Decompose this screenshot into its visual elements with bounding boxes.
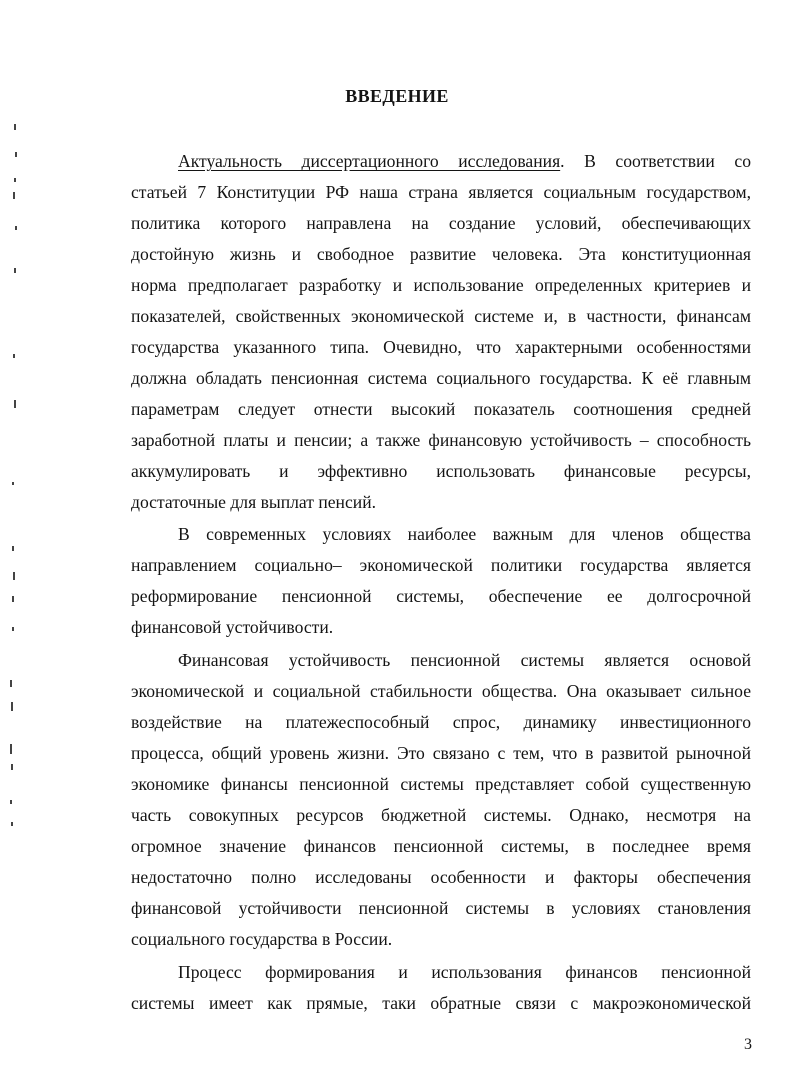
paragraph-1-line-7: государства указанного типа. Очевидно, что характерными особенностями: [131, 337, 751, 357]
page-title: ВВЕДЕНИЕ: [345, 86, 449, 106]
paragraph-1-line-3: политика которого направлена на создание условий, обеспечивающих: [131, 213, 751, 233]
paragraph-3-line-6: часть совокупных ресурсов бюджетной системы. Однако, несмотря на: [131, 805, 751, 825]
paragraph-3-line-9: финансовой устойчивости пенсионной системы в условиях становления: [131, 898, 751, 918]
paragraph-2-line-2: направлением социально– экономической политики государства является: [131, 555, 751, 575]
paragraph-1-line-5: норма предполагает разработку и использование определенных критериев и: [131, 275, 751, 295]
paragraph-3-line-10: социального государства в России.: [131, 929, 393, 949]
paragraph-1-line-6: показателей, свойственных экономической системе и, в частности, финансам: [131, 306, 751, 326]
paragraph-1-line-9: параметрам следует отнести высокий показатель соотношения средней: [131, 399, 751, 419]
paragraph-3-line-5: экономике финансы пенсионной системы представляет собой существенную: [131, 774, 751, 794]
paragraph-1-line-2: статьей 7 Конституции РФ наша страна является социальным государством,: [131, 182, 751, 202]
paragraph-1-line-11: аккумулировать и эффективно использовать финансовые ресурсы,: [131, 461, 751, 481]
paragraph-1-line-1: Актуальность диссертационного исследования. В соответствии со: [178, 151, 751, 171]
paragraph-1-line-4: достойную жизнь и свободное развитие человека. Эта конституционная: [131, 244, 751, 264]
paragraph-4-line-1: Процесс формирования и использования финансов пенсионной: [178, 962, 751, 982]
paragraph-4-line-2: системы имеет как прямые, таки обратные связи с макроэкономической: [131, 993, 751, 1013]
paragraph-2-line-1: В современных условиях наиболее важным для членов общества: [178, 524, 751, 544]
paragraph-3-line-4: процесса, общий уровень жизни. Это связано с тем, что в развитой рыночной: [131, 743, 751, 763]
page-number: 3: [744, 1036, 752, 1053]
paragraph-3-line-8: недостаточно полно исследованы особенности и факторы обеспечения: [131, 867, 751, 887]
relevance-heading: Актуальность диссертационного исследования: [178, 151, 561, 171]
paragraph-3-line-7: огромное значение финансов пенсионной системы, в последнее время: [131, 836, 751, 856]
paragraph-2-line-4: финансовой устойчивости.: [131, 617, 334, 637]
paragraph-3-line-2: экономической и социальной стабильности общества. Она оказывает сильное: [131, 681, 751, 701]
paragraph-3-line-3: воздействие на платежеспособный спрос, динамику инвестиционного: [131, 712, 751, 732]
paragraph-2-line-3: реформирование пенсионной системы, обеспечение ее долгосрочной: [131, 586, 751, 606]
paragraph-1-line-12: достаточные для выплат пенсий.: [131, 492, 377, 512]
paragraph-3-line-1: Финансовая устойчивость пенсионной системы является основой: [178, 650, 751, 670]
paragraph-1-line-10: заработной платы и пенсии; а также финансовую устойчивость – способность: [131, 430, 751, 450]
paragraph-1-line-8: должна обладать пенсионная система социального государства. К её главным: [131, 368, 751, 388]
